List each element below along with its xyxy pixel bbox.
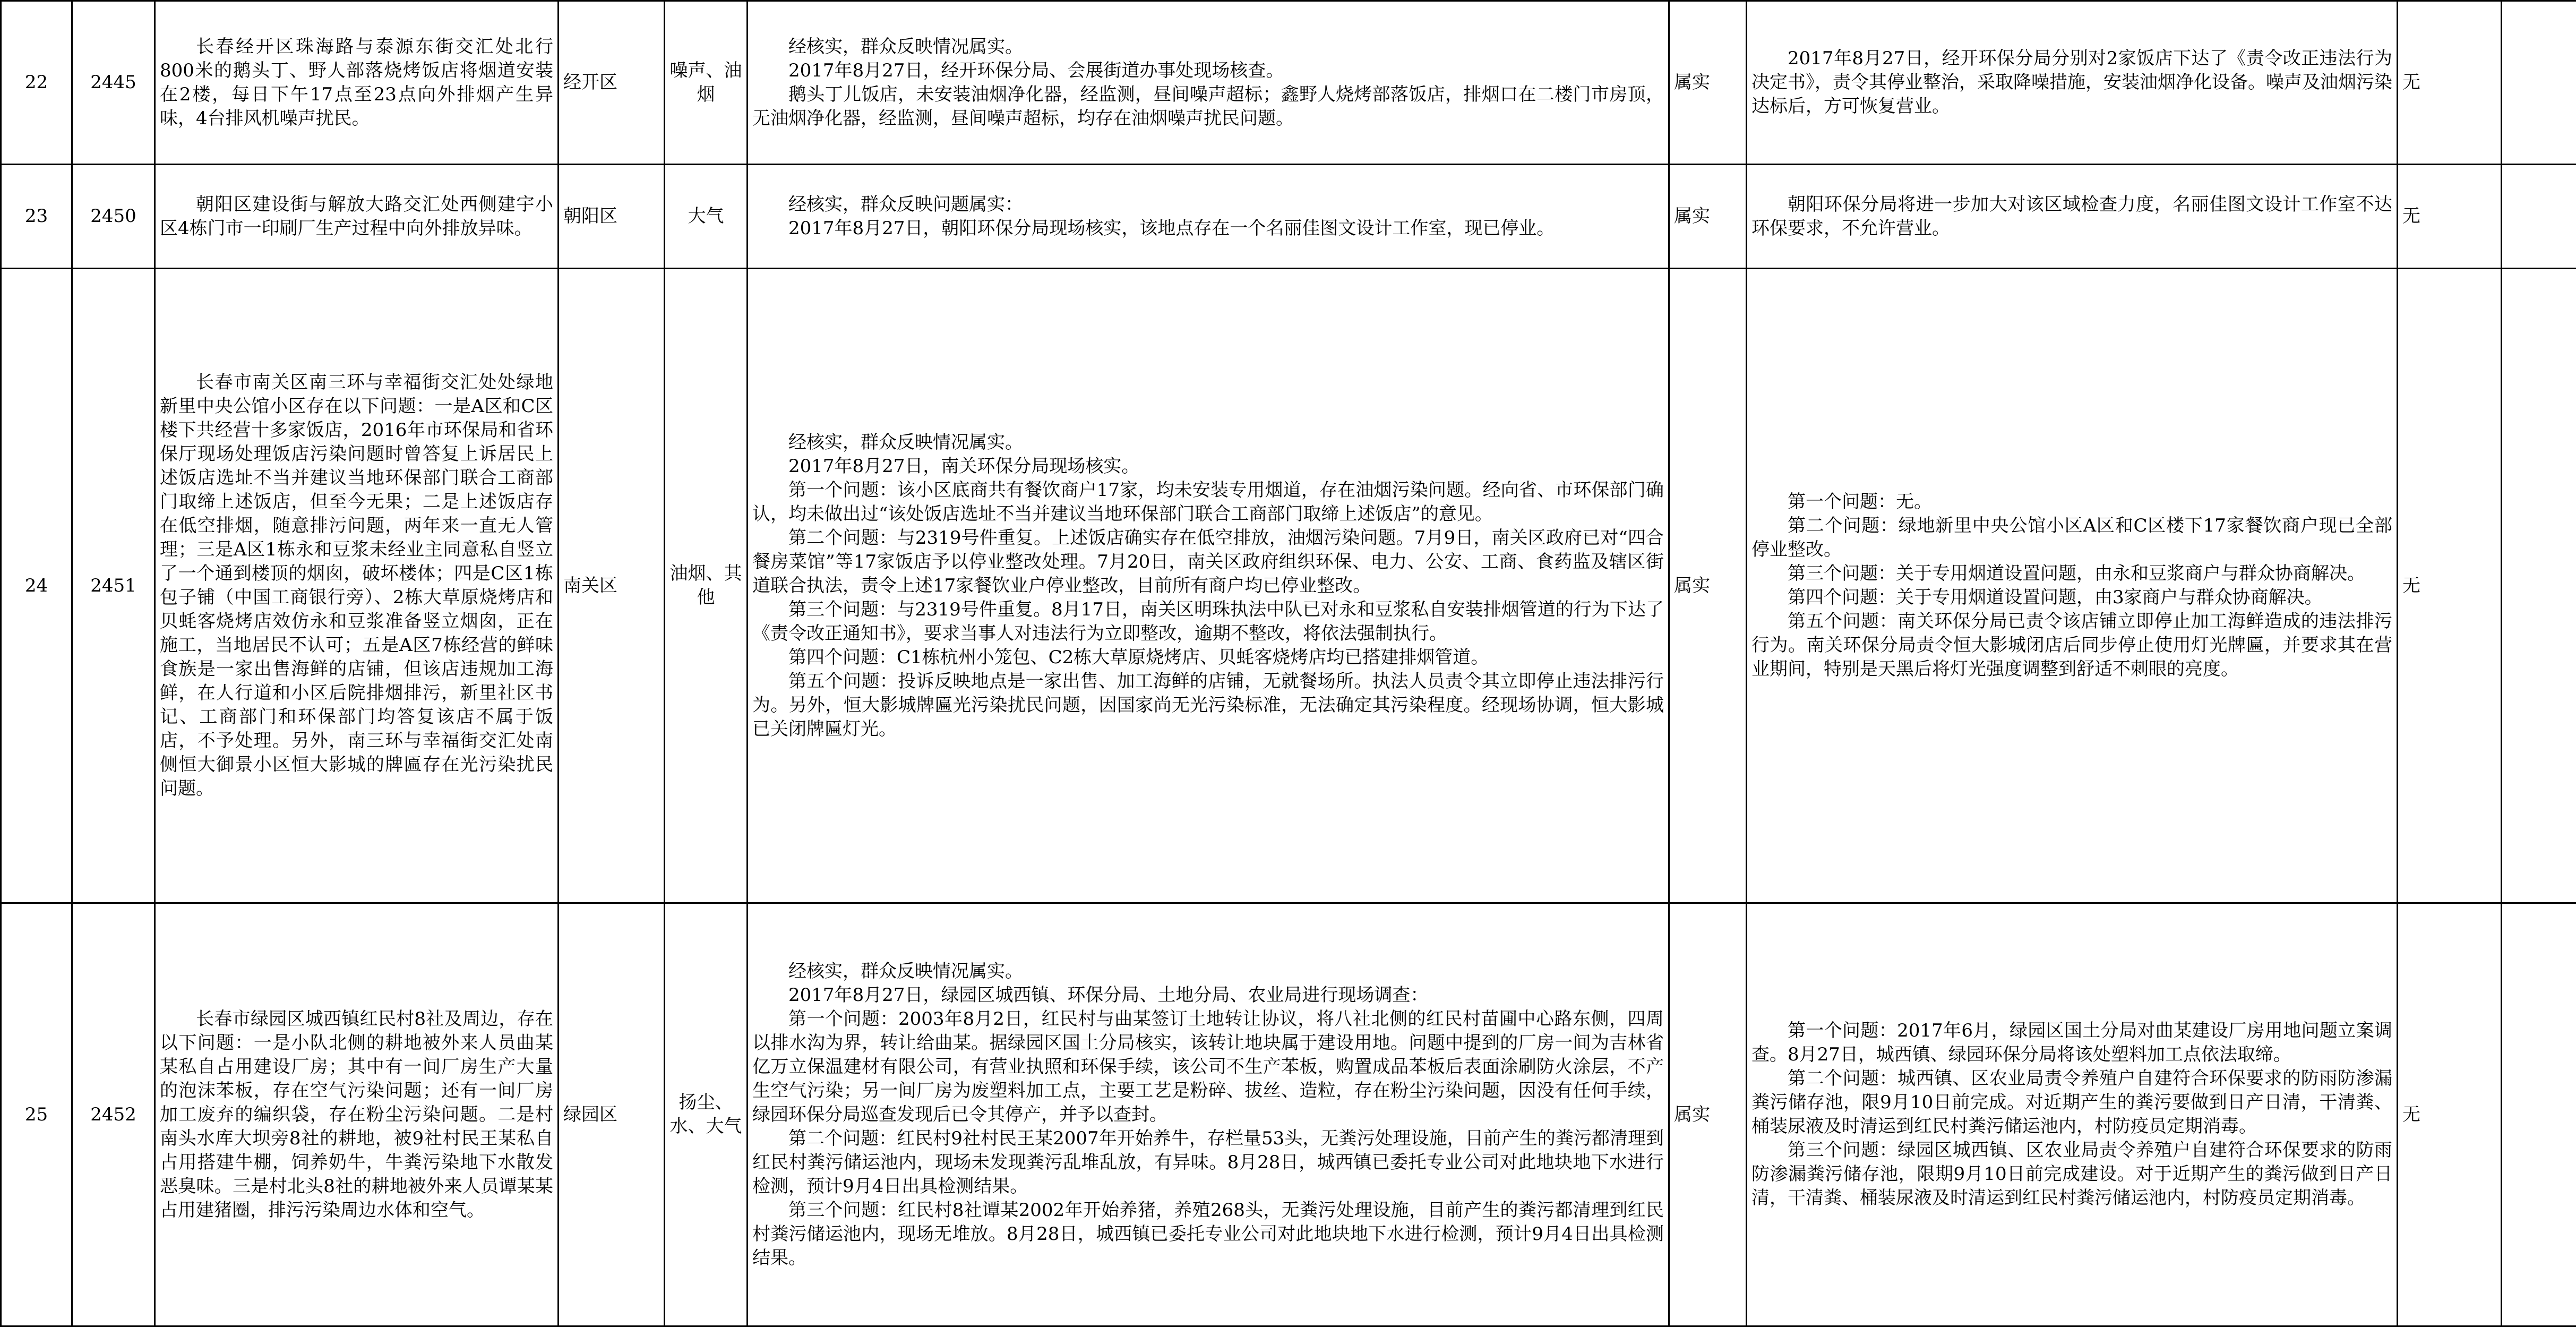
pollution-type: 扬尘、水、大气 [665, 903, 748, 1326]
findings-paragraph: 第一个问题：2003年8月2日，红民村与曲某签订土地转让协议，将八社北侧的红民村苗圃中心路东侧，四周以排水沟为界，转让给曲某。据绿园区国土分局核实，该转让地块属于建设用地。问题中提到的厂房一间为吉林省亿万立保温建材有限公司，有营业执照和环保手续，该公司不生产苯板，购置成品苯板后表面涂刷防火涂层，不产生空气污染；另一间厂房为废塑料加工点，主要工艺是粉碎、拔丝、造粒，存在粉尘污染问题，因没有任何手续，绿园环保分局巡查发现后已令其停产，并予以查封。 [752, 1007, 1664, 1127]
findings-paragraph: 第三个问题：红民村8社谭某2002年开始养猪，养殖268头，无粪污处理设施，目前产生的粪污都清理到红民村粪污储运池内，现场无堆放。8月28日，城西镇已委托专业公司对此地块地下水进行检测，预计9月4日出具检测结果。 [752, 1198, 1664, 1270]
findings-paragraph: 第四个问题：C1栋杭州小笼包、C2栋大草原烧烤店、贝蚝客烧烤店均已搭建排烟管道。 [752, 646, 1664, 670]
findings-paragraph: 经核实，群众反映问题属实： [752, 193, 1664, 217]
district: 南关区 [559, 269, 665, 903]
handling-paragraph: 第一个问题：无。 [1751, 490, 2392, 514]
findings-paragraph: 第五个问题：投诉反映地点是一家出售、加工海鲜的店铺，无就餐场所。执法人员责令其立即停止违法排污行为。另外，恒大影城牌匾光污染扰民问题，因国家尚无光污染标准，无法确定其污染程度。经现场协调，恒大影城已关闭牌匾灯光。 [752, 670, 1664, 741]
findings-paragraph: 2017年8月27日，绿园区城西镇、环保分局、土地分局、农业局进行现场调查： [752, 983, 1664, 1007]
handling-paragraph: 第四个问题：关于专用烟道设置问题，由3家商户与群众协商解决。 [1751, 586, 2392, 610]
handling-paragraph: 第三个问题：绿园区城西镇、区农业局责令养殖户自建符合环保要求的防雨防渗漏粪污储存池，限期9月10日前完成建设。对于近期产生的粪污做到日产日清，干清粪、桶装尿液及时清运到红民村粪污储运池内，村防疫员定期消毒。 [1751, 1138, 2392, 1210]
verdict: 属实 [1669, 165, 1747, 269]
complaint-text-paragraph: 长春市南关区南三环与幸福街交汇处处绿地新里中央公馆小区存在以下问题：一是A区和C区楼下共经营十多家饭店，2016年市环保局和省环保厅现场处理饭店污染问题时曾答复上诉居民上述饭店选址不当并建议当地环保部门联合工商部门取缔上述饭店，但至今无果；二是上述饭店存在低空排烟，随意排污问题，两年来一直无人管理；三是A区1栋永和豆浆未经业主同意私自竖立了一个通到楼顶的烟囱，破坏楼体；四是C区1栋包子铺（中国工商银行旁）、2栋大草原烧烤店和贝蚝客烧烤店效仿永和豆浆准备竖立烟囱，正在施工，当地居民不认可；五是A区7栋经营的鲜味食族是一家出售海鲜的店铺，但该店违规加工海鲜，在人行道和小区后院排烟排污，新里社区书记、工商部门和环保部门均答复该店不属于饭店，不予处理。另外，南三环与幸福街交汇处南侧恒大御景小区恒大影城的牌匾存在光污染扰民问题。 [160, 371, 553, 801]
row-seq: 22 [1, 1, 72, 165]
pollution-type: 油烟、其他 [665, 269, 748, 903]
handling [1747, 903, 2398, 1326]
complaint-text-paragraph: 长春市绿园区城西镇红民村8社及周边，存在以下问题：一是小队北侧的耕地被外来人员曲某某私自占用建设厂房；其中有一间厂房生产大量的泡沫苯板，存在空气污染问题；还有一间厂房加工废弃的编织袋，存在粉尘污染问题。二是村南头水库大坝旁8社的耕地，被9社村民王某私自占用搭建牛棚，饲养奶牛，牛粪污染地下水散发恶臭味。三是村北头8社的耕地被外来人员谭某某占用建猪圈，排污污染周边水体和空气。 [160, 1007, 553, 1222]
accountability: 无 [2398, 1, 2502, 165]
handling [1747, 269, 2398, 903]
district: 绿园区 [559, 903, 665, 1326]
handling [1747, 165, 2398, 269]
handling-paragraph: 第二个问题：城西镇、区农业局责令养殖户自建符合环保要求的防雨防渗漏粪污储存池，限9月10日前完成。对近期产生的粪污要做到日产日清，干清粪、桶装尿液及时清运到红民村粪污储运池内，村防疫员定期消毒。 [1751, 1067, 2392, 1138]
complaint-text [155, 903, 559, 1326]
findings [748, 1, 1669, 165]
findings-paragraph: 2017年8月27日，朝阳环保分局现场核实，该地点存在一个名丽佳图文设计工作室，现已停业。 [752, 217, 1664, 241]
extra-column [2502, 903, 2576, 1326]
accountability: 无 [2398, 165, 2502, 269]
row-seq: 25 [1, 903, 72, 1326]
findings-paragraph: 第一个问题：该小区底商共有餐饮商户17家，均未安装专用烟道，存在油烟污染问题。经向省、市环保部门确认，均未做出过“该处饭店选址不当并建议当地环保部门联合工商部门取缔上述饭店”的意见。 [752, 478, 1664, 526]
pollution-type: 大气 [665, 165, 748, 269]
handling-paragraph: 第一个问题：2017年6月，绿园区国土分局对曲某建设厂房用地问题立案调查。8月27日，城西镇、绿园环保分局将该处塑料加工点依法取缔。 [1751, 1019, 2392, 1067]
handling [1747, 1, 2398, 165]
accountability: 无 [2398, 903, 2502, 1326]
findings-paragraph: 第二个问题：与2319号件重复。上述饭店确实存在低空排放，油烟污染问题。7月9日，南关区政府已对“四合餐房菜馆”等17家饭店予以停业整改处理。7月20日，南关区政府组织环保、电力、公安、工商、食药监及辖区街道联合执法，责令上述17家餐饮业户停业整改，目前所有商户均已停业整改。 [752, 526, 1664, 598]
table-row [1, 1, 2576, 165]
findings [748, 269, 1669, 903]
verdict: 属实 [1669, 269, 1747, 903]
findings-paragraph: 经核实，群众反映情况属实。 [752, 35, 1664, 59]
row-seq: 24 [1, 269, 72, 903]
pollution-type: 噪声、油烟 [665, 1, 748, 165]
findings-paragraph: 经核实，群众反映情况属实。 [752, 960, 1664, 983]
handling-paragraph: 朝阳环保分局将进一步加大对该区域检查力度，名丽佳图文设计工作室不达环保要求，不允许营业。 [1751, 193, 2392, 241]
table-row [1, 165, 2576, 269]
complaint-id: 2445 [72, 1, 155, 165]
row-seq: 23 [1, 165, 72, 269]
findings-paragraph: 2017年8月27日，南关环保分局现场核实。 [752, 455, 1664, 478]
complaint-text [155, 165, 559, 269]
handling-paragraph: 第五个问题：南关环保分局已责令该店铺立即停止加工海鲜造成的违法排污行为。南关环保分局责令恒大影城闭店后同步停止使用灯光牌匾，并要求其在营业期间，特别是天黑后将灯光强度调整到舒适不刺眼的亮度。 [1751, 610, 2392, 681]
extra-column [2502, 269, 2576, 903]
extra-column [2502, 165, 2576, 269]
verdict: 属实 [1669, 903, 1747, 1326]
district: 经开区 [559, 1, 665, 165]
handling-paragraph: 第二个问题：绿地新里中央公馆小区A区和C区楼下17家餐饮商户现已全部停业整改。 [1751, 514, 2392, 562]
findings-paragraph: 鹅头丁儿饭店，未安装油烟净化器，经监测，昼间噪声超标；鑫野人烧烤部落饭店，排烟口在二楼门市房顶，无油烟净化器，经监测，昼间噪声超标，均存在油烟噪声扰民问题。 [752, 83, 1664, 131]
complaint-text-paragraph: 朝阳区建设街与解放大路交汇处西侧建宇小区4栋门市一印刷厂生产过程中向外排放异味。 [160, 193, 553, 241]
complaint-id: 2450 [72, 165, 155, 269]
handling-paragraph: 2017年8月27日，经开环保分局分别对2家饭店下达了《责令改正违法行为决定书》，责令其停业整治，采取降噪措施，安装油烟净化设备。噪声及油烟污染达标后，方可恢复营业。 [1751, 47, 2392, 118]
findings [748, 165, 1669, 269]
findings-paragraph: 第三个问题：与2319号件重复。8月17日，南关区明珠执法中队已对永和豆浆私自安装排烟管道的行为下达了《责令改正通知书》，要求当事人对违法行为立即整改，逾期不整改，将依法强制执行。 [752, 598, 1664, 646]
table-row [1, 269, 2576, 903]
accountability: 无 [2398, 269, 2502, 903]
complaint-id: 2452 [72, 903, 155, 1326]
complaint-text-paragraph: 长春经开区珠海路与泰源东街交汇处北行800米的鹅头丁、野人部落烧烤饭店将烟道安装在2楼，每日下午17点至23点向外排烟产生异味，4台排风机噪声扰民。 [160, 35, 553, 131]
handling-paragraph: 第三个问题：关于专用烟道设置问题，由永和豆浆商户与群众协商解决。 [1751, 562, 2392, 586]
findings-paragraph: 经核实，群众反映情况属实。 [752, 431, 1664, 455]
findings [748, 903, 1669, 1326]
table-row [1, 903, 2576, 1326]
findings-paragraph: 2017年8月27日，经开环保分局、会展街道办事处现场核查。 [752, 59, 1664, 83]
complaint-text [155, 269, 559, 903]
district: 朝阳区 [559, 165, 665, 269]
complaint-id: 2451 [72, 269, 155, 903]
complaint-text [155, 1, 559, 165]
verdict: 属实 [1669, 1, 1747, 165]
extra-column [2502, 1, 2576, 165]
findings-paragraph: 第二个问题：红民村9社村民王某2007年开始养牛，存栏量53头，无粪污处理设施，目前产生的粪污都清理到红民村粪污储运池内，现场未发现粪污乱堆乱放，有异味。8月28日，城西镇已委托专业公司对此地块地下水进行检测，预计9月4日出具检测结果。 [752, 1127, 1664, 1198]
